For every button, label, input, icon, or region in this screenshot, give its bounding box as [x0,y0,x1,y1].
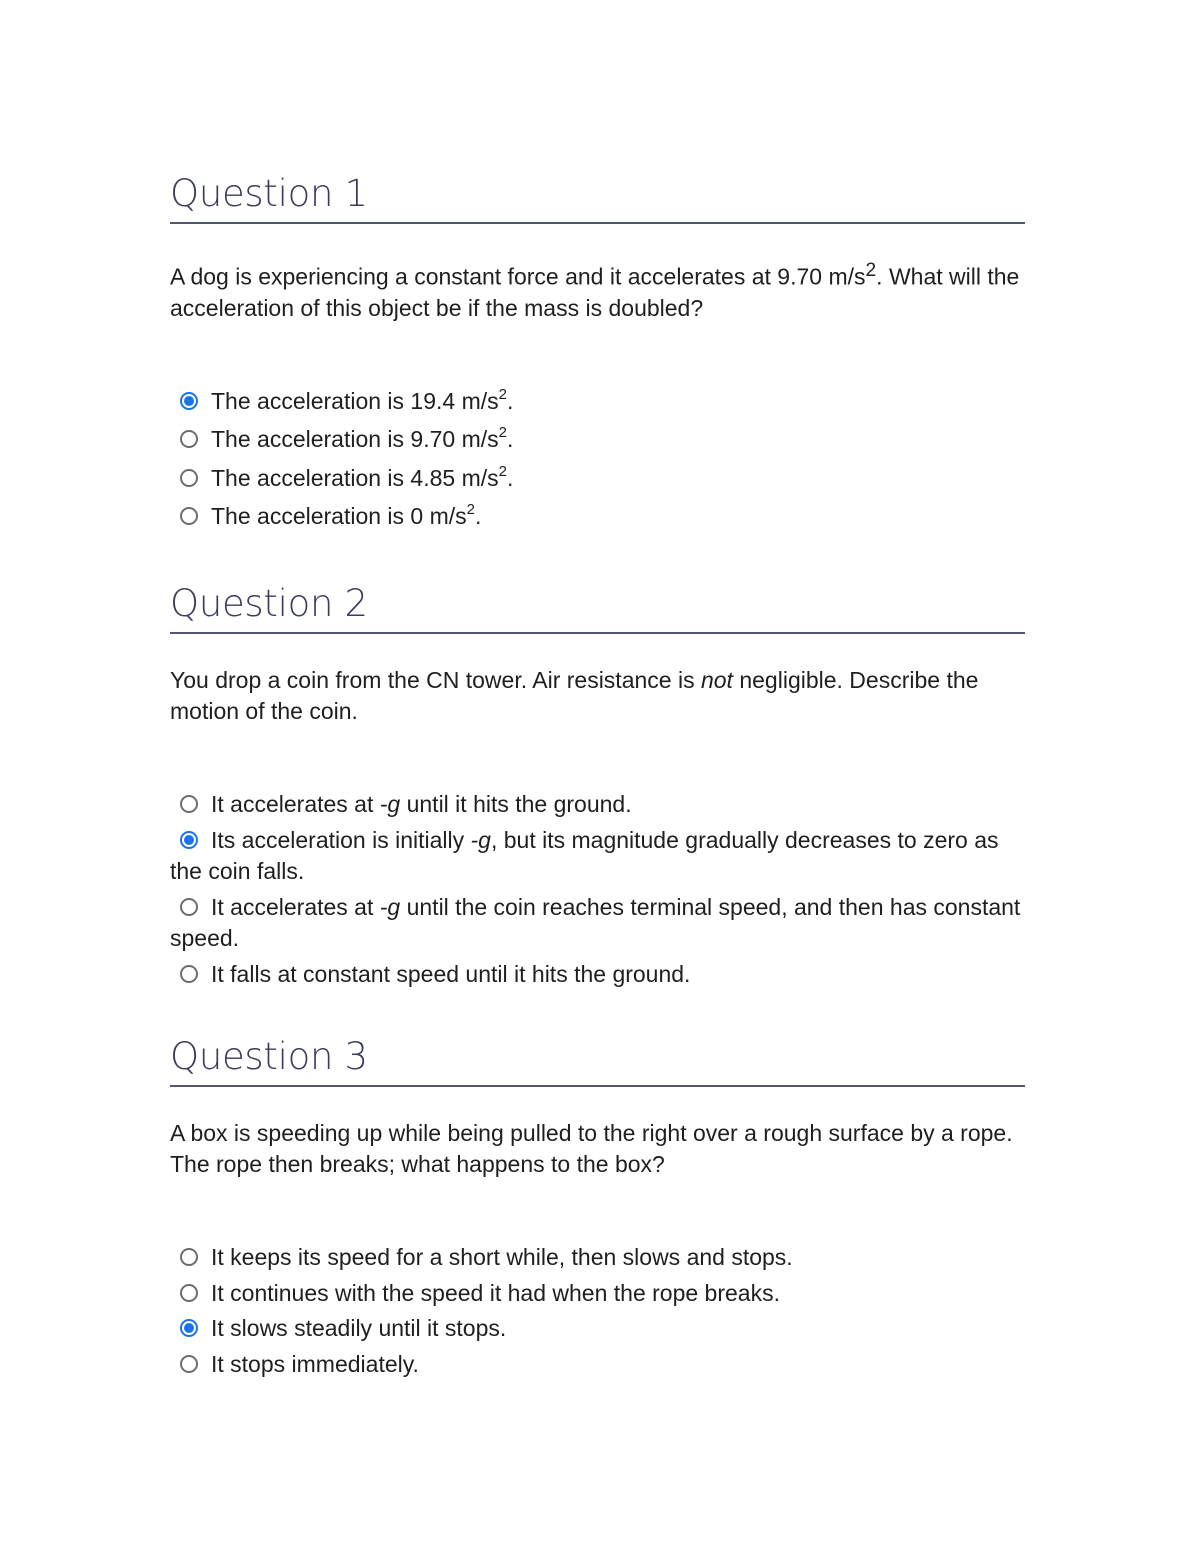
question-text-part: . What will the acceleration of this object be if the mass is doubled? [170,263,1020,321]
answer-option[interactable] [170,501,1025,532]
emphasis: -g [379,894,401,920]
question-title: Question 3 [170,1035,1025,1087]
superscript: 2 [498,385,507,403]
superscript: 2 [865,260,877,281]
question-text: A box is speeding up while being pulled to the right over a rough surface by a rope. The rope then breaks; what happens to the box? [170,1120,1013,1177]
radio-unselected-icon[interactable] [180,1248,198,1266]
radio-unselected-icon[interactable] [180,795,198,813]
radio-unselected-icon[interactable] [180,469,198,487]
option-label: The acceleration is 4.85 m/s [211,464,499,491]
superscript: 2 [466,501,476,519]
option-label: It falls at constant speed until it hits the ground. [211,961,691,987]
option-label: Its acceleration is initially [211,827,471,853]
option-label: It continues with the speed it had when the rope breaks. [211,1279,780,1306]
radio-unselected-icon[interactable] [180,507,198,525]
radio-selected-icon[interactable] [180,831,198,849]
option-label: The acceleration is 19.4 m/s [211,387,499,414]
answer-option[interactable] [170,1278,1025,1309]
radio-unselected-icon[interactable] [180,1284,198,1302]
emphasis: -g [470,827,491,853]
answer-choices [170,386,1025,533]
option-label: The acceleration is 9.70 m/s [211,426,499,453]
answer-option[interactable] [170,1242,1025,1273]
superscript: 2 [498,462,507,480]
option-label: It keeps its speed for a short while, then slows and stops. [211,1244,793,1270]
answer-option[interactable] [170,789,1025,820]
answer-option[interactable] [170,959,1025,990]
emphasis: -g [379,791,401,817]
answer-option[interactable] [170,825,1025,887]
answer-option[interactable] [170,386,1025,417]
radio-unselected-icon[interactable] [180,898,198,916]
radio-unselected-icon[interactable] [180,1355,198,1373]
question-text-part: A dog is experiencing a constant force and it accelerates at 9.70 m/s [170,263,866,290]
superscript: 2 [498,424,507,442]
radio-unselected-icon[interactable] [180,430,198,448]
answer-option[interactable] [170,892,1025,954]
answer-option[interactable] [170,1313,1025,1344]
radio-unselected-icon[interactable] [180,965,198,983]
question-2 [170,582,1025,995]
answer-option[interactable] [170,1349,1025,1380]
answer-choices [170,789,1025,990]
emphasis: not [700,667,733,693]
question-1 [170,172,1025,540]
option-label-end: . [506,464,514,491]
answer-option[interactable] [170,463,1025,494]
question-text-part: You drop a coin from the CN tower. Air resistance is [170,667,701,693]
answer-option[interactable] [170,424,1025,455]
question-text-part: negligible. Describe the motion of the coin. [170,667,979,724]
question-3 [170,1035,1025,1384]
radio-selected-icon[interactable] [180,392,198,410]
option-label-end: . [506,426,514,453]
option-label: It accelerates at [211,894,380,920]
radio-selected-icon[interactable] [180,1319,198,1337]
option-label-end: , but its magnitude gradually decreases to zero as the coin falls. [170,827,999,884]
option-label: It slows steadily until it stops. [211,1315,507,1341]
option-label-end: . [506,387,514,414]
answer-choices [170,1242,1025,1380]
option-label-end: until it hits the ground. [400,791,632,817]
option-label-end: until the coin reaches terminal speed, and then has constant speed. [170,894,1021,951]
question-text [170,255,1025,324]
question-title: Question 1 [170,172,1025,224]
option-label: The acceleration is 0 m/s [211,503,467,530]
option-label: It accelerates at [211,791,380,817]
question-text [170,665,1025,727]
question-title: Question 2 [170,582,1025,634]
option-label: It stops immediately. [211,1350,419,1377]
option-label-end: . [475,503,482,530]
